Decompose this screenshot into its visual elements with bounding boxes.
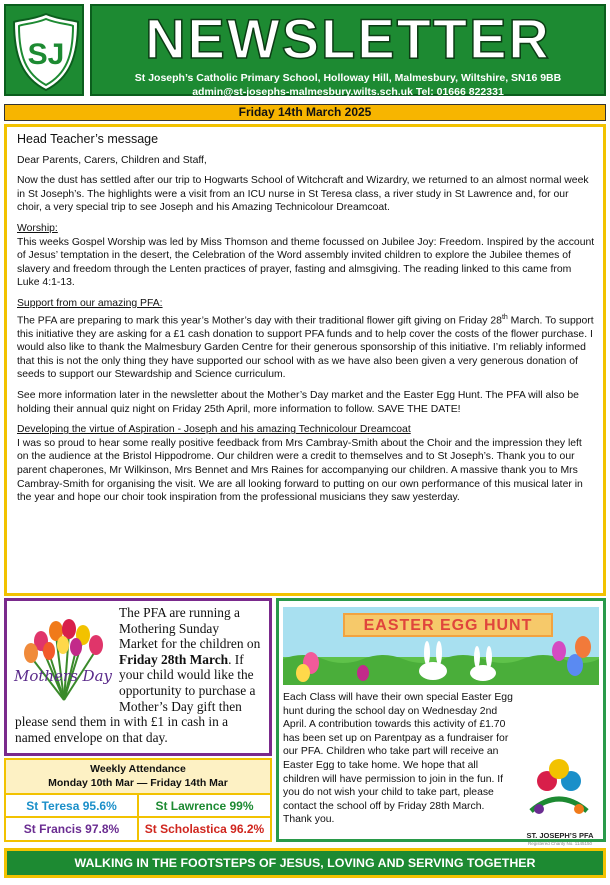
mothering-sunday-text: The PFA are running a Mothering Sunday Market for the children on Friday 28th March. If your child would like the opportunity to purchase a Mother’s Day gift then please send them in with £1 in cash in a named envelope on that day. bbox=[15, 605, 261, 745]
attendance-cell: St Scholastica 96.2% bbox=[137, 818, 270, 841]
table-row bbox=[6, 795, 270, 818]
pfa-logo-icon bbox=[517, 751, 601, 829]
aspiration-body: I was so proud to hear some really positive feedback from Mrs Cambray-Smith about the Choir and the impression they left on the audience at the Bristol Hippodrome. Our children were a credit to themselves and to St Joseph’s. Thank you to our parent chaperones, Mr Wilkinson, Mrs Bennet and Mrs Raines for accompanying our children. A massive thank you to Mrs Cambray-Smith for organising the visit. We are all looking forward to putting on our own performance of this musical later in the year and hope our choir took inspiration from the professional musicians they saw yesterday. bbox=[17, 437, 583, 504]
more-info-paragraph: See more information later in the newsletter about the Mother’s Day market and the Easter Egg Hunt. The PFA will also be holding their annual quiz night on Friday 25th April, more information to follow. SAVE THE DATE! bbox=[17, 389, 579, 415]
weekly-attendance-table bbox=[4, 758, 272, 842]
svg-text:SJ: SJ bbox=[27, 38, 65, 71]
school-motto: WALKING IN THE FOOTSTEPS OF JESUS, LOVING AND SERVING TOGETHER bbox=[4, 848, 606, 878]
school-logo bbox=[4, 4, 84, 96]
easter-banner-image bbox=[283, 607, 599, 685]
message-intro: Now the dust has settled after our trip to Hogwarts School of Witchcraft and Wizardry, we returned to an almost normal week in St Joseph’s. The highlights were a visit from an ICU nurse in St Teresa class, a river study in St Lawrence and, for our choir, a very special trip to see Joseph and his Amazing Technicolour Dreamcoat. bbox=[17, 175, 589, 214]
pfa-name: ST. JOSEPH’S PFA bbox=[526, 831, 594, 840]
easter-egg-hunt-notice bbox=[276, 598, 606, 846]
attendance-cell: St Francis 97.8% bbox=[23, 822, 120, 836]
attendance-range: Monday 10th Mar — Friday 14th Mar bbox=[48, 777, 228, 789]
mothering-sunday-notice bbox=[4, 598, 272, 756]
easter-banner-title: EASTER EGG HUNT bbox=[343, 613, 553, 637]
attendance-cell: St Lawrence 99% bbox=[137, 795, 270, 816]
head-teacher-message bbox=[4, 124, 606, 596]
school-crest-icon bbox=[10, 12, 82, 92]
attendance-header bbox=[6, 760, 270, 795]
attendance-title: Weekly Attendance bbox=[90, 763, 186, 775]
attendance-cell: St Teresa 95.6% bbox=[26, 799, 117, 813]
pfa-section-body: The PFA are preparing to mark this year’s Mother’s day with their traditional flower gift giving on Friday 28th March. To support this initiative they are asking for a £1 cash donation to support PFA funds and to help cover the costs of the flower purchase. I would also like to thank the Malmesbury Garden Centre for their generous sponsorship of this initiative. I’m reliably informed that this is not the only thing they have supported our school with as we have also been given a very generous donation of seeds to support our Stewardship and Science curriculum. bbox=[17, 313, 594, 381]
table-row bbox=[6, 818, 270, 841]
message-greeting: Dear Parents, Carers, Children and Staff, bbox=[17, 154, 207, 166]
worship-body: This weeks Gospel Worship was led by Miss Thomson and theme focussed on Jubilee Joy: Freedom. Inspired by the account of Jesus’ temptation in the desert, the Celebration of the Word assembly invited children to explore the Jubilee themes of slavery and freedom through the Lenten practices of prayer, fasting and almsgiving. The reading linked to this came from Luke 4:1-13. bbox=[17, 236, 595, 289]
school-address: St Joseph’s Catholic Primary School, Holloway Hill, Malmesbury, Wiltshire, SN16 9BB bbox=[134, 72, 562, 84]
newsletter-title: NEWSLETTER bbox=[145, 7, 551, 70]
market-date: Friday 28th March bbox=[119, 651, 229, 667]
worship-title: Worship: bbox=[17, 222, 58, 234]
aspiration-title: Developing the virtue of Aspiration - Joseph and his amazing Technicolour Dreamcoat bbox=[17, 424, 411, 436]
school-contact: admin@st-josephs-malmesbury.wilts.sch.uk Tel: 01666 822331 bbox=[192, 86, 504, 98]
easter-egg-hunt-text: Each Class will have their own special Easter Egg hunt during the school day on Wednesday 2nd April. A contribution towards this activity of £1.70 has been set up on Parentpay as a fundraiser for our PFA. Children who take part will receive an Easter Egg to take home. We hope that all children will have permission to join in the fun. If you do not wish your child to take part, please contact the school off by Friday 28th March. Thank you. bbox=[283, 692, 513, 826]
pfa-section-title: Support from our amazing PFA: bbox=[17, 297, 163, 309]
masthead bbox=[90, 4, 606, 96]
issue-date: Friday 14th March 2025 bbox=[4, 104, 606, 121]
message-heading: Head Teacher’s message bbox=[17, 132, 159, 146]
pfa-charity-number: Registered Charity No. 1145150 bbox=[528, 841, 592, 846]
svg-text:Mothers Day: Mothers Day bbox=[13, 667, 113, 685]
